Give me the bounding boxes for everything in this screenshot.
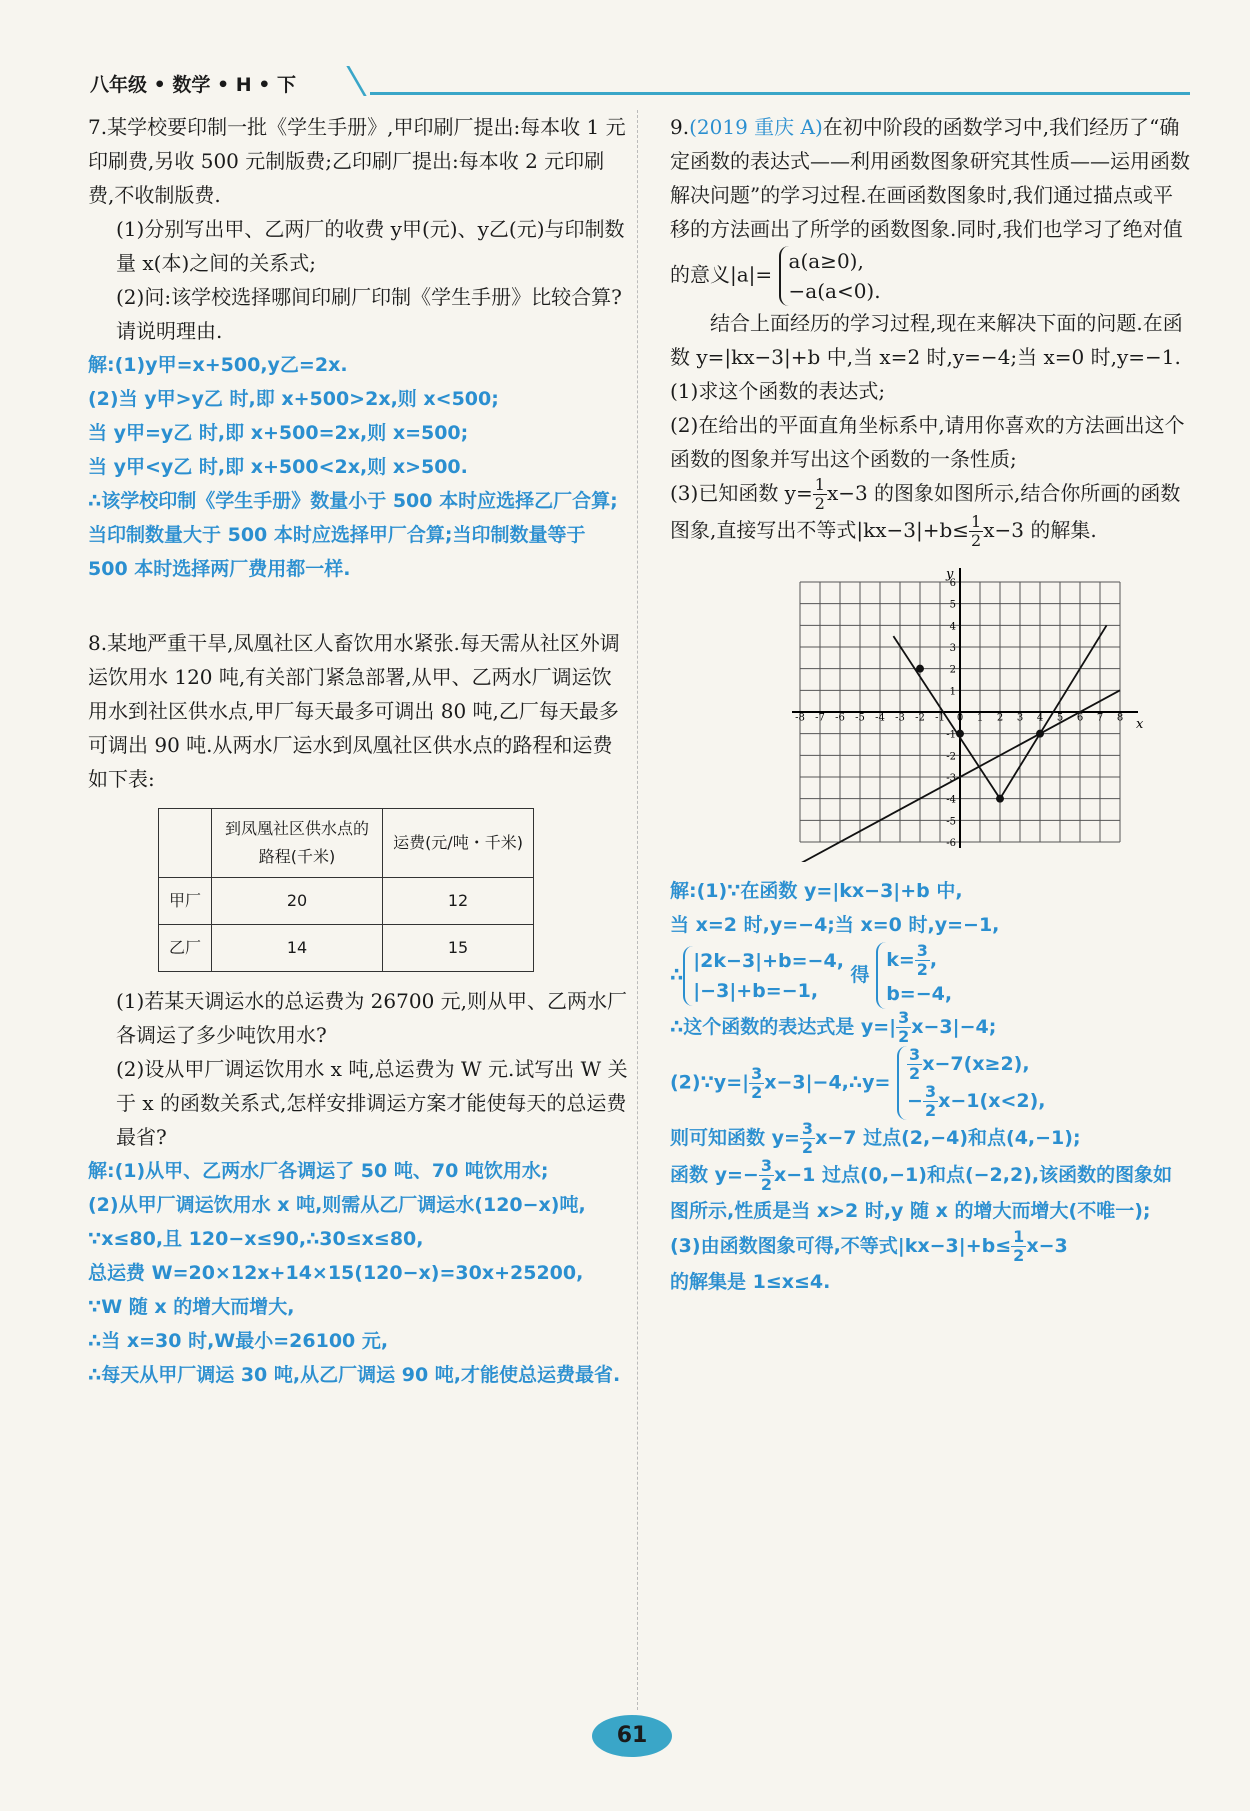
q8-answer-7: ∴每天从甲厂调运 30 吨,从乙厂调运 90 吨,才能使总运费最省. bbox=[88, 1364, 621, 1386]
y-tick-label: 4 bbox=[949, 621, 956, 633]
y-tick-label: 1 bbox=[949, 686, 956, 698]
q9-part1: (1)求这个函数的表达式; bbox=[670, 379, 886, 403]
q9-answer-system: ∴ |2k−3|+b=−4, |−3|+b=−1, 得 k= $\frac{3}{2}$ , b=−4, bbox=[670, 942, 1190, 1009]
q9-answer-6: 函数 y=− $\frac{3}{2}$ x−1 过点(0,−1)和点(−2,2),该函数的图象如图所示,性质是当 x>2 时,y 随 x 的增大而增大(不唯一); bbox=[670, 1156, 1173, 1222]
page-number: 61 bbox=[592, 1715, 672, 1757]
right-column bbox=[670, 110, 1190, 1299]
page-header: 八年级 • 数学 • H • 下 bbox=[90, 74, 297, 96]
x-tick-label: -7 bbox=[815, 712, 825, 724]
y-tick-label: 2 bbox=[949, 664, 956, 676]
q9-answer-3: ∴这个函数的表达式是 y=| $\frac{3}{2}$ x−3|−4; bbox=[670, 1008, 997, 1046]
table-row: 甲厂 20 12 bbox=[159, 878, 534, 925]
q7-stem: 7.某学校要印制一批《学生手册》,甲印刷厂提出:每本收 1 元印刷费,另收 500 元制版费;乙印刷厂提出:每本收 2 元印刷费,不收制版费. bbox=[88, 115, 626, 207]
q8-stem: 8.某地严重干旱,凤凰社区人畜饮用水紧张.每天需从社区外调运饮用水 120 吨,有关部门紧急部署,从甲、乙两水厂调运饮用水到社区供水点,甲厂每天最多可调出 80 吨,乙厂每天最多可调出 90 吨.从两水厂运水到凤凰社区供水点的路程和运费如下表: bbox=[88, 631, 620, 791]
q9-stem-1: 9.(2019 重庆 A)在初中阶段的函数学习中,我们经历了“确定函数的表达式——利用函数图象研究其性质——运用函数解决问题”的学习过程.在画函数图象时,我们通过描点或平移的方法画出了所学的函数图象.同时,我们也学习了绝对值的意义|a|= a(a≥0), −a(a<0). bbox=[670, 110, 1190, 306]
y-tick-label: -6 bbox=[946, 838, 956, 849]
data-point bbox=[956, 730, 964, 738]
q8-answer-5: ∵W 随 x 的增大而增大, bbox=[88, 1296, 295, 1318]
q9-answer-5: 则可知函数 y= $\frac{3}{2}$ x−7 过点(2,−4)和点(4,−1); bbox=[670, 1119, 1081, 1157]
q7-part2: (2)问:该学校选择哪间印刷厂印制《学生手册》比较合算?请说明理由. bbox=[116, 285, 622, 343]
y-tick-label: -2 bbox=[946, 751, 956, 763]
data-point bbox=[996, 795, 1004, 803]
y-axis-label: y bbox=[946, 567, 954, 582]
data-point bbox=[916, 665, 924, 673]
q8-answer-2: (2)从甲厂调运饮用水 x 吨,则需从乙厂调运水(120−x)吨, bbox=[88, 1194, 586, 1216]
table-row: 乙厂 14 15 bbox=[159, 925, 534, 972]
x-tick-label: -1 bbox=[935, 712, 945, 724]
x-tick-label: 8 bbox=[1116, 712, 1124, 724]
q9-source: (2019 重庆 A) bbox=[689, 115, 823, 139]
x-tick-label: -8 bbox=[795, 712, 805, 724]
q9-answer-2: 当 x=2 时,y=−4;当 x=0 时,y=−1, bbox=[670, 914, 1000, 936]
data-point bbox=[1036, 730, 1044, 738]
x-tick-label: -4 bbox=[875, 712, 885, 724]
q8-part1: (1)若某天调运水的总运费为 26700 元,则从甲、乙两水厂各调运了多少吨饮用水? bbox=[116, 989, 628, 1047]
q9-part3: (3)已知函数 y= $\frac{1}{2}$ x−3 的图象如图所示,结合你所画的函数图象,直接写出不等式|kx−3|+b≤ $\frac{1}{2}$ x−3 的解集. bbox=[670, 475, 1181, 550]
q7-part1: (1)分别写出甲、乙两厂的收费 y甲(元)、y乙(元)与印制数量 x(本)之间的关系式; bbox=[116, 217, 625, 275]
header-rule bbox=[370, 92, 1190, 95]
abs-definition: a(a≥0), −a(a<0). bbox=[779, 246, 881, 306]
q7-answer-5: ∴该学校印制《学生手册》数量小于 500 本时应选择乙厂合算;当印制数量大于 500 本时应选择甲厂合算;当印制数量等于 500 本时选择两厂费用都一样. bbox=[88, 490, 618, 580]
q8-table-header-fee: 运费(元/吨・千米) bbox=[383, 809, 534, 878]
x-tick-label: 1 bbox=[976, 712, 984, 724]
y-tick-label: -4 bbox=[946, 794, 956, 806]
q8-table-header-distance: 到凤凰社区供水点的路程(千米) bbox=[212, 809, 383, 878]
x-tick-label: 5 bbox=[1056, 712, 1064, 724]
q8-answer-1: 解:(1)从甲、乙两水厂各调运了 50 吨、70 吨饮用水; bbox=[88, 1160, 549, 1182]
q7-answer-1: 解:(1)y甲=x+500,y乙=2x. bbox=[88, 354, 348, 376]
y-tick-label: 6 bbox=[949, 578, 956, 589]
x-axis-label: x bbox=[1136, 717, 1144, 732]
x-tick-label: -2 bbox=[915, 712, 925, 724]
q8-answer-3: ∵x≤80,且 120−x≤90,∴30≤x≤80, bbox=[88, 1228, 424, 1250]
x-tick-label: -5 bbox=[855, 712, 865, 724]
y-tick-label: 5 bbox=[949, 599, 956, 611]
q7-answer-3: 当 y甲=y乙 时,即 x+500=2x,则 x=500; bbox=[88, 422, 469, 444]
y-tick-label: -3 bbox=[946, 773, 956, 784]
q8-cost-table bbox=[158, 808, 534, 972]
q9-answer-1: 解:(1)∵在函数 y=|kx−3|+b 中, bbox=[670, 880, 963, 902]
q8-answer-6: ∴当 x=30 时,W最小=26100 元, bbox=[88, 1330, 389, 1352]
x-tick-label: 4 bbox=[1036, 712, 1044, 724]
x-tick-label: 0 bbox=[956, 712, 964, 724]
x-tick-label: 3 bbox=[1016, 712, 1024, 724]
q7-answer-4: 当 y甲<y乙 时,即 x+500<2x,则 x>500. bbox=[88, 456, 468, 478]
x-tick-label: 6 bbox=[1076, 712, 1084, 724]
x-tick-label: 2 bbox=[996, 712, 1004, 724]
q9-answer-4: (2)∵y=| $\frac{3}{2}$ x−3|−4,∴y= $\frac{3}{2}$ x−7(x≥2), − $\frac{3}{2}$ x−1(x<2), bbox=[670, 1045, 1046, 1120]
q8-answer-4: 总运费 W=20×12x+14×15(120−x)=30x+25200, bbox=[88, 1262, 584, 1284]
x-tick-label: 7 bbox=[1096, 712, 1104, 724]
y-tick-label: 3 bbox=[949, 643, 956, 654]
y-tick-label: -1 bbox=[946, 729, 956, 741]
q7-answer-2: (2)当 y甲>y乙 时,即 x+500>2x,则 x<500; bbox=[88, 388, 499, 410]
q9-answer-7: (3)由函数图象可得,不等式|kx−3|+b≤ $\frac{1}{2}$ x−3 bbox=[670, 1227, 1068, 1265]
q8-part2: (2)设从甲厂调运饮用水 x 吨,总运费为 W 元.试写出 W 关于 x 的函数关系式,怎样安排调运方案才能使每天的总运费最省? bbox=[116, 1057, 628, 1149]
x-tick-label: -3 bbox=[895, 712, 905, 724]
q9-part2: (2)在给出的平面直角坐标系中,请用你喜欢的方法画出这个函数的图象并写出这个函数的一条性质; bbox=[670, 413, 1185, 471]
coordinate-graph bbox=[770, 562, 1150, 862]
q9-answer-8: 的解集是 1≤x≤4. bbox=[670, 1271, 831, 1293]
column-divider bbox=[637, 110, 638, 1710]
y-tick-label: -5 bbox=[946, 816, 956, 828]
left-column bbox=[88, 110, 628, 1392]
x-tick-label: -6 bbox=[835, 712, 845, 724]
q9-stem-2: 结合上面经历的学习过程,现在来解决下面的问题.在函数 y=|kx−3|+b 中,当 x=2 时,y=−4;当 x=0 时,y=−1. bbox=[670, 311, 1183, 369]
